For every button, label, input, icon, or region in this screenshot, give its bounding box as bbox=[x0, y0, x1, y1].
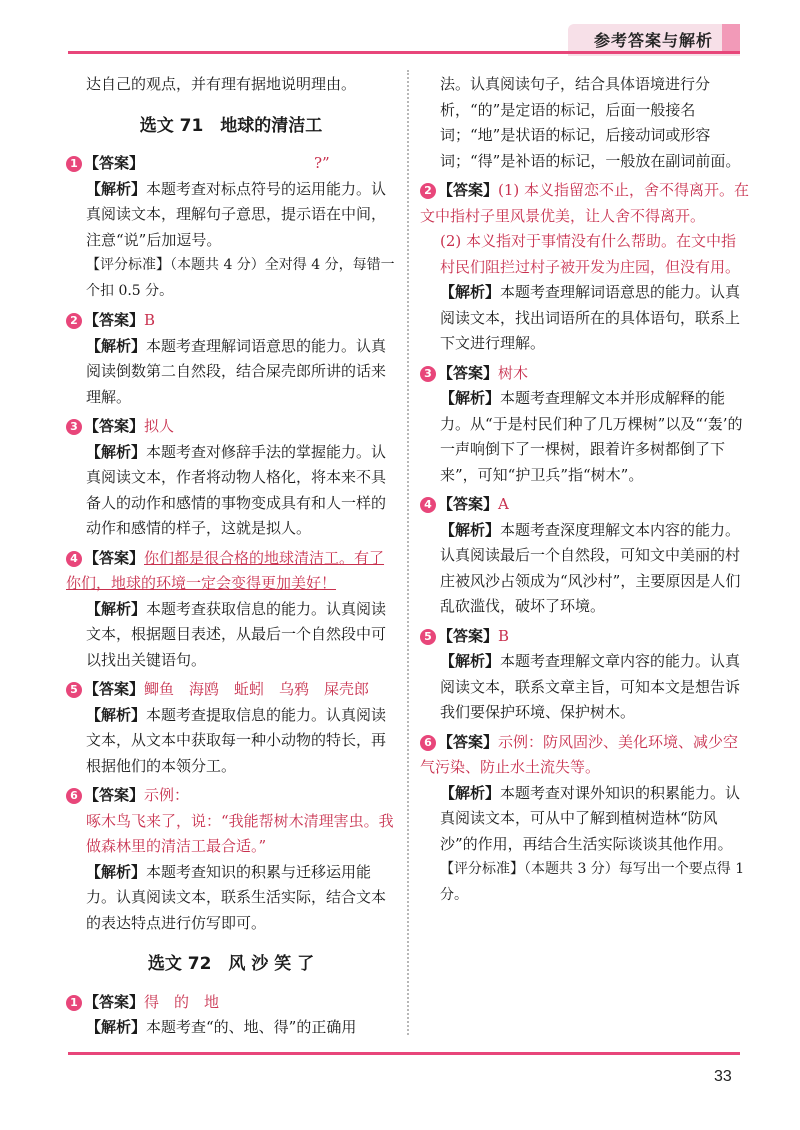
q71-3-analysis: 【解析】本题考查对修辞手法的掌握能力。认真阅读文本，作者将动物人格化，将本来不具备人的动作和感情的事物变成具有和人一样的动作和感情的样子，这就是拟人。 bbox=[86, 442, 387, 537]
q72-4-analysis: 【解析】本题考查深度理解文本内容的能力。认真阅读最后一个自然段，可知文中美丽的村庄被风沙占领成为“风沙村”，主要原因是人们乱砍滥伐，破坏了环境。 bbox=[440, 520, 741, 615]
q72-1-answer: 1 【答案】得 的 地 bbox=[66, 990, 396, 1016]
q72-2-answer-2: (2) 本义指对于事情没有什么帮助。在文中指村民们阻拦过村子被开发为庄园，但没有用。 bbox=[440, 232, 741, 276]
q72-6-answer: 6 【答案】示例：防风固沙、美化环境、减少空气污染、防止水土流失等。 bbox=[420, 732, 739, 776]
question-number-badge: 6 bbox=[66, 788, 82, 804]
q72-4-answer: 4 【答案】A bbox=[420, 492, 750, 518]
q72-3-analysis: 【解析】本题考查理解文本并形成解释的能力。从“于是村民们种了几万棵树”以及“‘轰’的一声响倒下了一棵树，跟着许多树都倒了下来”，可知“护卫兵”指“树木”。 bbox=[440, 389, 743, 484]
q71-1-analysis: 【解析】本题考查对标点符号的运用能力。认真阅读文本，理解句子意思，提示语在中间，注意“说”后加逗号。 bbox=[86, 179, 387, 249]
intro-text: 达自己的观点，并有理有据地说明理由。 bbox=[86, 75, 357, 93]
page-number: 33 bbox=[714, 1068, 732, 1085]
question-number-badge: 4 bbox=[66, 551, 82, 567]
q71-6-answer: 6 【答案】示例： bbox=[66, 783, 396, 809]
q71-4-answer: 4 【答案】你们都是很合格的地球清洁工。有了你们，地球的环境一定会变得更加美好！ bbox=[66, 548, 385, 592]
footer-rule bbox=[68, 1052, 740, 1055]
q71-2-analysis: 【解析】本题考查理解词语意思的能力。认真阅读倒数第二自然段，结合屎壳郎所讲的话来理解。 bbox=[86, 336, 387, 406]
q71-5-answer: 5 【答案】鲫鱼 海鸥 蚯蚓 乌鸦 屎壳郎 bbox=[66, 677, 396, 703]
q72-6-analysis: 【解析】本题考查对课外知识的积累能力。认真阅读文本，可从中了解到植树造林“防风沙”的作用，再结合生活实际谈谈其他作用。 bbox=[440, 783, 741, 853]
header-rule bbox=[68, 51, 740, 54]
question-number-badge: 3 bbox=[66, 419, 82, 435]
question-number-badge: 2 bbox=[420, 183, 436, 199]
q72-1-analysis: 【解析】本题考查“的、地、得”的正确用 bbox=[86, 1018, 357, 1036]
q72-5-analysis: 【解析】本题考查理解文章内容的能力。认真阅读文本，联系文章主旨，可知本文是想告诉我们要保护环境、保护树木。 bbox=[440, 652, 741, 721]
q71-1-criteria: 【评分标准】（本题共 4 分）全对得 4 分，每错一个扣 0.5 分。 bbox=[86, 257, 395, 299]
right-column bbox=[420, 72, 750, 908]
q72-3-answer: 3 【答案】树木 bbox=[420, 361, 750, 387]
question-number-badge: 6 bbox=[420, 735, 436, 751]
q71-4-analysis: 【解析】本题考查获取信息的能力。认真阅读文本，根据题目表述，从最后一个自然段中可以找出关键语句。 bbox=[86, 599, 387, 669]
question-number-badge: 5 bbox=[66, 682, 82, 698]
q71-6-answer-text: 啄木鸟飞来了，说：“我能帮树木清理害虫。我做森林里的清洁工最合适。” bbox=[86, 811, 394, 855]
q72-2-answer: 2 【答案】(1) 本义指留恋不止，舍不得离开。在文中指村子里风景优美，让人舍不得离开。 bbox=[420, 181, 750, 225]
question-number-badge: 1 bbox=[66, 156, 82, 172]
q72-6-criteria: 【评分标准】（本题共 3 分）每写出一个要点得 1 分。 bbox=[440, 861, 745, 903]
left-column bbox=[66, 72, 396, 1041]
header-title: 参考答案与解析 bbox=[594, 31, 714, 50]
question-number-badge: 4 bbox=[420, 497, 436, 513]
q71-5-analysis: 【解析】本题考查提取信息的能力。认真阅读文本，从文本中获取每一种小动物的特长，再根据他们的本领分工。 bbox=[86, 705, 387, 775]
question-number-badge: 5 bbox=[420, 629, 436, 645]
q72-1-analysis-cont: 法。认真阅读句子，结合具体语境进行分析，“的”是定语的标记，后面一般接名词；“地”是状语的标记，后接动词或形容词；“得”是补语的标记，一般放在副词前面。 bbox=[440, 75, 741, 170]
q72-2-analysis: 【解析】本题考查理解词语意思的能力。认真阅读文本，找出词语所在的具体语句，联系上下文进行理解。 bbox=[440, 283, 741, 352]
question-number-badge: 3 bbox=[420, 366, 436, 382]
section-title-71: 选文 71 地球的清洁工 bbox=[139, 115, 323, 136]
q71-3-answer: 3 【答案】拟人 bbox=[66, 414, 396, 440]
q71-6-analysis: 【解析】本题考查知识的积累与迁移运用能力。认真阅读文本，联系生活实际，结合文本的表达特点进行仿写即可。 bbox=[86, 862, 387, 932]
section-title-72: 选文 72 风 沙 笑 了 bbox=[147, 954, 315, 974]
question-number-badge: 1 bbox=[66, 995, 82, 1011]
q72-5-answer: 5 【答案】B bbox=[420, 624, 750, 650]
q71-1-answer: 1 【答案】 ?” bbox=[66, 151, 396, 177]
column-divider bbox=[407, 70, 409, 1035]
question-number-badge: 2 bbox=[66, 313, 82, 329]
header-accent-block bbox=[722, 24, 740, 54]
q71-2-answer: 2 【答案】B bbox=[66, 308, 396, 334]
